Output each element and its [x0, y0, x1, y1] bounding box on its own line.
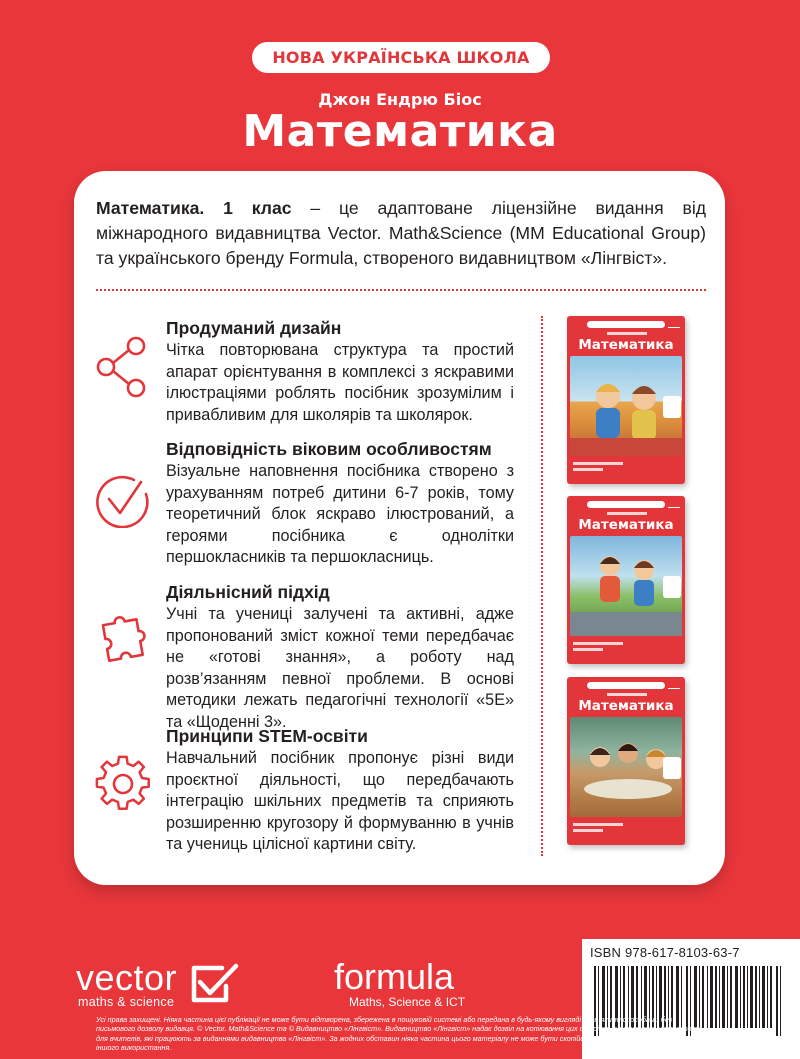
cover-logo: [668, 500, 680, 508]
formula-logo-word: formula: [334, 956, 455, 997]
cover-series-pill: [587, 682, 665, 689]
feature-title-design: Продуманий дизайн: [166, 318, 342, 338]
cover-footer-line: [573, 468, 603, 471]
feature-text-activity: Учні та учениці залучені та активні, адже пропонований зміст кожної теми передбачає не «готові знання», а роботу над розв’язанням певної проблеми. В основі методики лежать педагогічні технології «5Е» та «Щоденні 3».: [166, 605, 514, 731]
feature-text-age: Візуальне наповнення посібника створено з урахуванням потреб дитини 6-7 років, тому теоретичний блок яскраво ілюстрований, а героями посібника є однолітки першокласників та першокласниць.: [166, 462, 514, 566]
puzzle-piece-icon: [94, 612, 152, 670]
books-divider: [541, 316, 543, 856]
cover-series-pill: [587, 501, 665, 508]
cover-footer-line: [573, 829, 603, 832]
cover-footer-line: [573, 823, 623, 826]
series-badge: НОВА УКРАЇНСЬКА ШКОЛА: [252, 42, 550, 73]
cover-grade-badge: [663, 757, 681, 779]
copyright-notice: Усі права захищені. Ніяка частина цієї публікації не може бути відтворена, збережена в пошуковій системі або передана в будь-якому вигляді будь-якими способами без письмового дозволу видавця. © Vector. Math&Science та © Видавництво «Лінгвіст». Видавництво «Лінгвіст» надає дозвіл на копіювання цих сторінок із позначкою «фотокопія» для вчителів, які працюють за виданнями видавництва «Лінгвіст». За жодних обставин ніяка частина цього матеріалу не може бути скопійована для перепродажу або для іншого використання.: [96, 1015, 701, 1053]
formula-logo-subtitle: Maths, Science & ICT: [349, 995, 466, 1009]
cover-author-line: [607, 693, 647, 696]
checkmark-circle-icon: [94, 472, 150, 528]
cover-footer-line: [573, 462, 623, 465]
cover-series-pill: [587, 321, 665, 328]
cover-title: Математика: [578, 517, 674, 533]
book-title: Математика: [242, 106, 558, 157]
intro-text: – це адаптоване ліцензійне видання від міжнародного видавництва Vector. Math&Science (MM Educational Group) та українського бренду Formula, створеного видавництвом «Лінгвіст».: [96, 198, 706, 268]
gear-icon: [94, 754, 152, 812]
intro-bold: Математика. 1 клас: [96, 198, 292, 218]
cover-footer-line: [573, 648, 603, 651]
isbn-number: ISBN 978-617-8103-63-7: [590, 945, 740, 960]
vector-logo-word: vector: [76, 957, 178, 998]
share-nodes-icon: [94, 335, 150, 399]
book-cover-2: [567, 496, 685, 664]
intro-paragraph: [96, 196, 706, 271]
cover-footer-line: [573, 642, 623, 645]
cover-title: Математика: [578, 698, 674, 714]
author-name: Джон Ендрю Біос: [318, 90, 482, 109]
cover-logo: [668, 320, 680, 328]
cover-author-line: [607, 332, 647, 335]
feature-title-activity: Діяльнісний підхід: [166, 582, 330, 602]
book-cover-3: [567, 677, 685, 845]
cover-grade-badge: [663, 576, 681, 598]
cover-logo: [668, 681, 680, 689]
book-cover-1: [567, 316, 685, 484]
dotted-divider: [96, 289, 706, 291]
feature-text-design: Чітка повторювана структура та простий апарат орієнтування в комплексі з яскравими ілюстраціями роблять посібник зрозумілим і привабливим для школярів та школярок.: [166, 341, 514, 424]
cover-author-line: [607, 512, 647, 515]
feature-title-stem: Принципи STEM-освіти: [166, 726, 368, 746]
cover-grade-badge: [663, 396, 681, 418]
cover-title: Математика: [578, 337, 674, 353]
vector-logo-subtitle: maths & science: [78, 995, 175, 1009]
feature-title-age: Відповідність віковим особливостям: [166, 439, 492, 459]
vector-check-icon: [188, 962, 240, 1010]
feature-text-stem: Навчальний посібник пропонує різні види проєктної діяльності, що передбачають інтеграцію шкільних предметів та сприяють розширенню кругозору й формуванню в учнів та учениць цілісної картини світу.: [166, 749, 514, 853]
